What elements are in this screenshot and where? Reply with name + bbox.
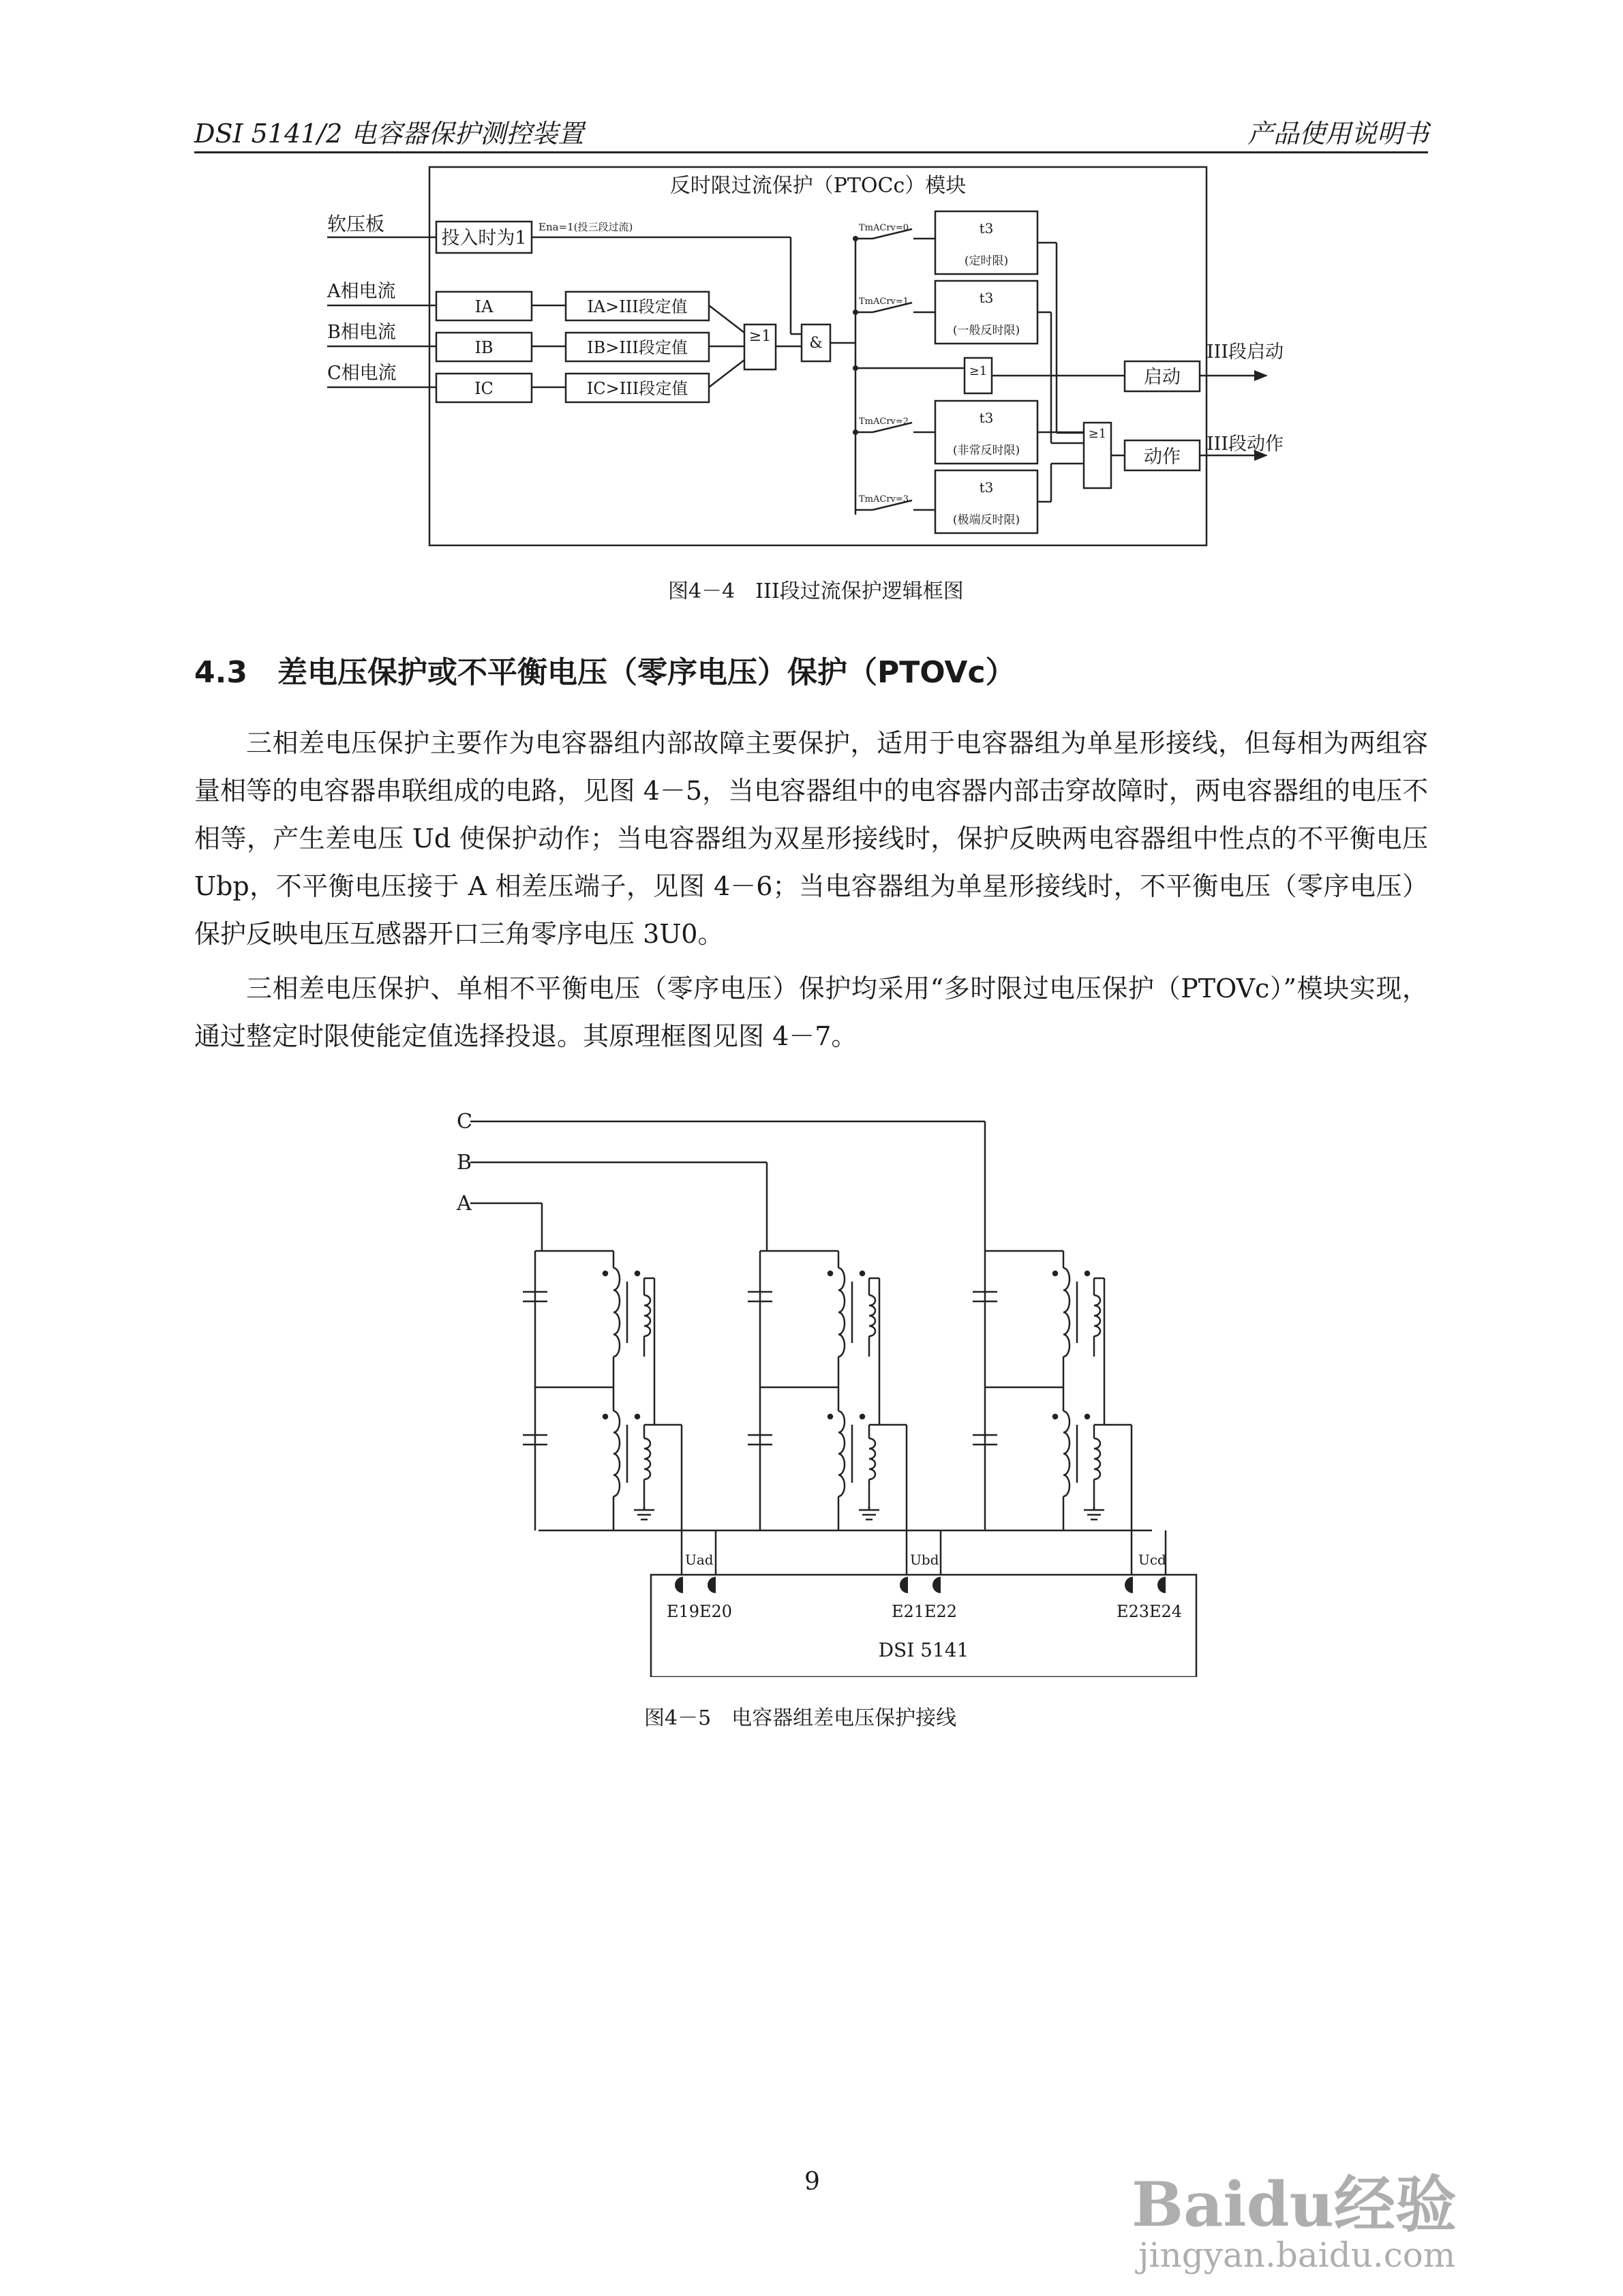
- timer-2-desc: (非常反时限): [952, 444, 1020, 457]
- terminal-label-e22: E22: [924, 1602, 958, 1621]
- baidu-jingyan-watermark: [1118, 2161, 1554, 2277]
- timer-3-name: t3: [979, 479, 994, 496]
- figure-4-4-logic-diagram: [314, 164, 1336, 559]
- input-b: B相电流: [327, 322, 396, 343]
- switch-3: TmACrv=3: [859, 494, 909, 504]
- and-gate-label: &: [809, 335, 823, 352]
- timer-1-desc: (一般反时限): [952, 324, 1020, 337]
- figure-4-5-caption: 图4－5 电容器组差电压保护接线: [644, 1706, 957, 1730]
- input-c: C相电流: [327, 363, 397, 384]
- voltage-ubd: Ubd: [910, 1552, 939, 1568]
- header-right: 产品使用说明书: [1247, 119, 1429, 149]
- output-start: III段启动: [1207, 342, 1284, 363]
- watermark-url: jingyan.baidu.com: [1138, 2235, 1456, 2275]
- device-label: DSI 5141: [878, 1639, 969, 1661]
- terminal-label-e19: E19: [666, 1602, 700, 1621]
- section-heading: 4.3 差电压保护或不平衡电压（零序电压）保护（PTOVc）: [194, 655, 1016, 690]
- voltage-uad: Uad: [685, 1552, 714, 1568]
- current-box-a: IA: [474, 297, 494, 316]
- switch-0: TmACrv=0: [859, 223, 909, 233]
- timer-3-desc: (极端反时限): [952, 513, 1020, 527]
- terminal-label-e24: E24: [1149, 1602, 1183, 1621]
- soft-plate-label: 软压板: [327, 213, 385, 235]
- phase-c: C: [457, 1110, 472, 1134]
- compare-box-b: IB>III段定值: [587, 338, 688, 357]
- action-box-label: 动作: [1144, 447, 1181, 468]
- timer-0-name: t3: [979, 220, 994, 237]
- device-box: [651, 1575, 1196, 1677]
- compare-box-c: IC>III段定值: [586, 379, 688, 398]
- figure-4-4-caption: 图4－4 III段过流保护逻辑框图: [668, 579, 964, 603]
- switch-2: TmACrv=2: [859, 417, 909, 427]
- or-gate-1-label: ≥1: [748, 328, 772, 345]
- module-title: 反时限过流保护（PTOCc）模块: [669, 174, 967, 198]
- timer-0-desc: (定时限): [964, 254, 1009, 268]
- start-box-label: 启动: [1144, 367, 1181, 388]
- ena-label: Ena=1(投三段过流): [539, 221, 633, 233]
- terminal-label-e20: E20: [699, 1602, 733, 1621]
- enable-box-label: 投入时为1: [441, 228, 527, 249]
- voltage-ucd: Ucd: [1138, 1552, 1166, 1568]
- timer-2-name: t3: [979, 410, 994, 426]
- phase-units: [523, 1251, 1166, 1575]
- switch-1: TmACrv=1: [859, 297, 909, 307]
- phase-a: A: [457, 1192, 472, 1215]
- timer-1-name: t3: [979, 290, 994, 306]
- compare-box-a: IA>III段定值: [587, 297, 688, 316]
- current-box-c: IC: [474, 379, 494, 398]
- header-left: DSI 5141/2 电容器保护测控装置: [194, 119, 584, 149]
- page-number: 9: [804, 2168, 820, 2196]
- input-a: A相电流: [327, 281, 396, 302]
- paragraph-2: 三相差电压保护、单相不平衡电压（零序电压）保护均采用“多时限过电压保护（PTOVc）”模块实现，通过整定时限使能定值选择投退。其原理框图见图 4－7。: [194, 973, 1428, 1051]
- header-rule: [194, 151, 1428, 153]
- figure-4-5-wiring-diagram: [436, 1098, 1227, 1677]
- terminal-label-e23: E23: [1116, 1602, 1150, 1621]
- watermark-brand: Baidu经验: [1132, 2169, 1457, 2241]
- or-gate-2-label: ≥1: [969, 364, 988, 378]
- phase-b: B: [457, 1151, 472, 1175]
- output-action: III段动作: [1207, 434, 1284, 455]
- or-gate-3-label: ≥1: [1088, 427, 1107, 441]
- current-box-b: IB: [474, 338, 494, 357]
- terminal-label-e21: E21: [891, 1602, 925, 1621]
- paragraph-1: 三相差电压保护主要作为电容器组内部故障主要保护，适用于电容器组为单星形接线，但每相为两组容量相等的电容器串联组成的电路，见图 4－5，当电容器组中的电容器内部击穿故障时，两电容器组的电压不相等，产生差电压 Ud 使保护动作；当电容器组为双星形接线时，保护反映两电容器组中性点的不平衡电压 Ubp，不平衡电压接于 A 相差压端子，见图 4－6；当电容器组为单星形接线时，不平衡电压（零序电压）保护反映电压互感器开口三角零序电压 3U0。: [194, 728, 1428, 949]
